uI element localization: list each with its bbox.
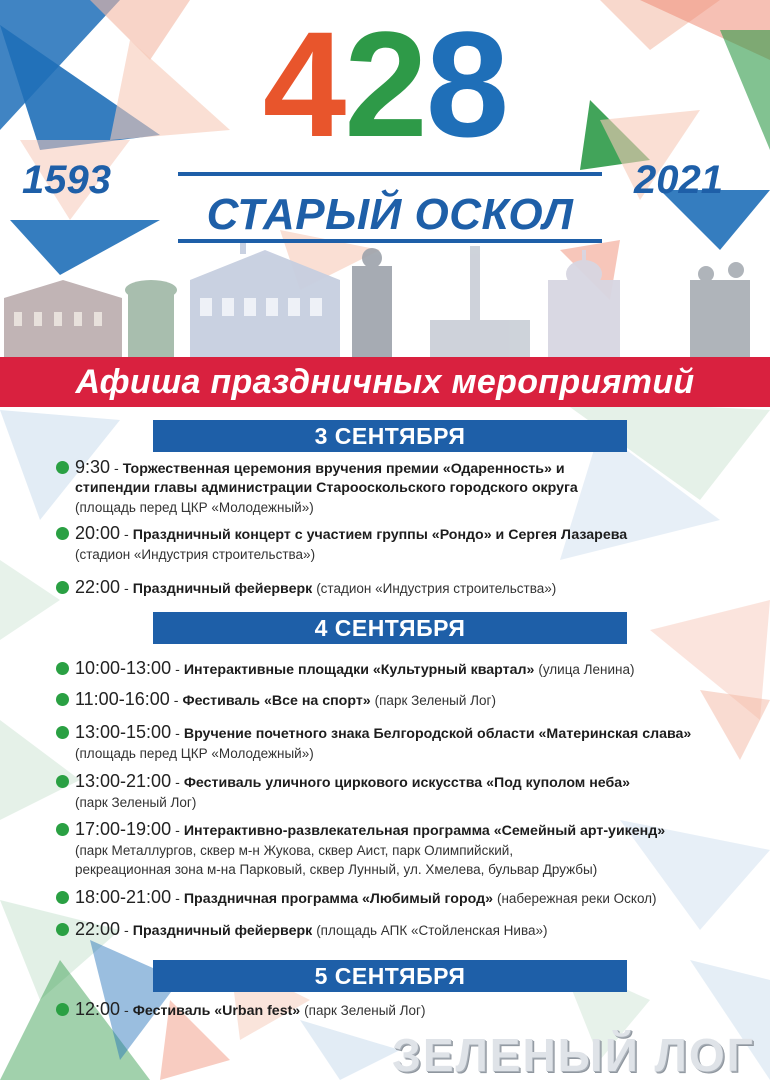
event-item: 22:00 - Праздничный фейерверк (стадион «Индустрия строительства») <box>56 578 766 599</box>
bullet-icon <box>56 726 69 739</box>
divider-line <box>178 239 602 243</box>
event-place: (парк Зеленый Лог) <box>374 693 496 708</box>
event-time: 12:00 <box>75 999 121 1019</box>
event-title: Фестиваль уличного циркового искусства «Под куполом неба» <box>183 775 631 791</box>
event-item: 11:00-16:00 - Фестиваль «Все на спорт» (парк Зеленый Лог) <box>56 690 766 711</box>
anniversary-number <box>0 0 770 168</box>
event-time: 11:00-16:00 <box>75 689 170 709</box>
poster-banner: Афиша праздничных мероприятий <box>0 357 770 407</box>
bullet-icon <box>56 923 69 936</box>
event-time: 17:00-19:00 <box>75 819 172 839</box>
event-title-cont: стипендии главы администрации Старооскольского городского округа <box>75 480 578 496</box>
event-time: 10:00-13:00 <box>75 658 172 678</box>
anniversary-digit: 8 <box>425 0 508 168</box>
event-time: 22:00 <box>75 919 121 939</box>
event-title: Интерактивные площадки «Культурный квартал» <box>183 662 535 678</box>
event-item: 12:00 - Фестиваль «Urban fest» (парк Зеленый Лог) <box>56 1000 766 1021</box>
event-title: Торжественная церемония вручения премии «Одаренность» и <box>122 461 565 477</box>
event-time: 13:00-21:00 <box>75 771 172 791</box>
event-title: Фестиваль «Urban fest» <box>132 1003 301 1019</box>
year-start: 1593 <box>22 158 111 202</box>
event-place: (парк Металлургов, сквер м-н Жукова, сквер Аист, парк Олимпийский, <box>75 843 514 858</box>
bullet-icon <box>56 1003 69 1016</box>
event-title: Интерактивно-развлекательная программа «Семейный арт-уикенд» <box>183 823 666 839</box>
bullet-icon <box>56 891 69 904</box>
event-title: Праздничная программа «Любимый город» <box>183 891 493 907</box>
event-item: 13:00-21:00 - Фестиваль уличного циркового искусства «Под куполом неба» (парк Зеленый Лог) <box>56 772 766 812</box>
bullet-icon <box>56 775 69 788</box>
year-end: 2021 <box>634 158 723 202</box>
event-title: Праздничный концерт с участием группы «Рондо» и Сергея Лазарева <box>132 527 628 543</box>
bullet-icon <box>56 581 69 594</box>
event-item: 18:00-21:00 - Праздничная программа «Любимый город» (набережная реки Оскол) <box>56 888 766 909</box>
event-place: (площадь перед ЦКР «Молодежный») <box>75 746 314 761</box>
bullet-icon <box>56 823 69 836</box>
day-header: 3 СЕНТЯБРЯ <box>153 420 627 452</box>
park-sign-photo: ЗЕЛЕНЫЙ ЛОГ <box>392 1030 755 1080</box>
anniversary-digit: 4 <box>262 0 345 168</box>
event-time: 9:30 <box>75 457 111 477</box>
bullet-icon <box>56 461 69 474</box>
event-time: 13:00-15:00 <box>75 722 172 742</box>
event-item: 22:00 - Праздничный фейерверк (площадь АПК «Стойленская Нива») <box>56 920 766 941</box>
divider-line <box>178 172 602 176</box>
event-item: 10:00-13:00 - Интерактивные площадки «Культурный квартал» (улица Ленина) <box>56 659 766 680</box>
bullet-icon <box>56 693 69 706</box>
event-title: Праздничный фейерверк <box>132 923 313 939</box>
city-title: СТАРЫЙ ОСКОЛ <box>206 190 574 239</box>
event-place: (стадион «Индустрия строительства») <box>316 581 557 596</box>
event-time: 18:00-21:00 <box>75 887 172 907</box>
event-place: (стадион «Индустрия строительства») <box>75 547 316 562</box>
event-title: Вручение почетного знака Белгородской области «Материнская слава» <box>183 726 692 742</box>
day-header: 4 СЕНТЯБРЯ <box>153 612 627 644</box>
event-place: (парк Зеленый Лог) <box>304 1003 426 1018</box>
bullet-icon <box>56 662 69 675</box>
event-time: 20:00 <box>75 523 121 543</box>
event-place: (площадь перед ЦКР «Молодежный») <box>75 500 314 515</box>
anniversary-digit: 2 <box>344 0 426 168</box>
bullet-icon <box>56 527 69 540</box>
city-skyline-photo <box>0 240 770 358</box>
event-item: 9:30 - Торжественная церемония вручения премии «Одаренность» и стипендии главы администрации Старооскольского городского округа (площадь перед ЦКР «Молодежный») <box>56 458 766 517</box>
event-item: 17:00-19:00 - Интерактивно-развлекательная программа «Семейный арт-уикенд» (парк Металлургов, сквер м-н Жукова, сквер Аист, парк Олимпийский, рекреационная зона м-на Парковый, сквер Лунный, ул. Хмелева, бульвар Дружбы) <box>56 820 766 879</box>
event-title: Фестиваль «Все на спорт» <box>182 693 371 709</box>
event-place: рекреационная зона м-на Парковый, сквер Лунный, ул. Хмелева, бульвар Дружбы) <box>75 862 598 877</box>
event-item: 13:00-15:00 - Вручение почетного знака Белгородской области «Материнская слава» (площадь перед ЦКР «Молодежный») <box>56 723 766 763</box>
event-place: (парк Зеленый Лог) <box>75 795 197 810</box>
day-header: 5 СЕНТЯБРЯ <box>153 960 627 992</box>
event-place: (улица Ленина) <box>538 662 635 677</box>
event-title: Праздничный фейерверк <box>132 581 313 597</box>
event-place: (набережная реки Оскол) <box>496 891 657 906</box>
event-item: 20:00 - Праздничный концерт с участием группы «Рондо» и Сергея Лазарева (стадион «Индустрия строительства») <box>56 524 766 564</box>
event-time: 22:00 <box>75 577 121 597</box>
event-place: (площадь АПК «Стойленская Нива») <box>316 923 548 938</box>
